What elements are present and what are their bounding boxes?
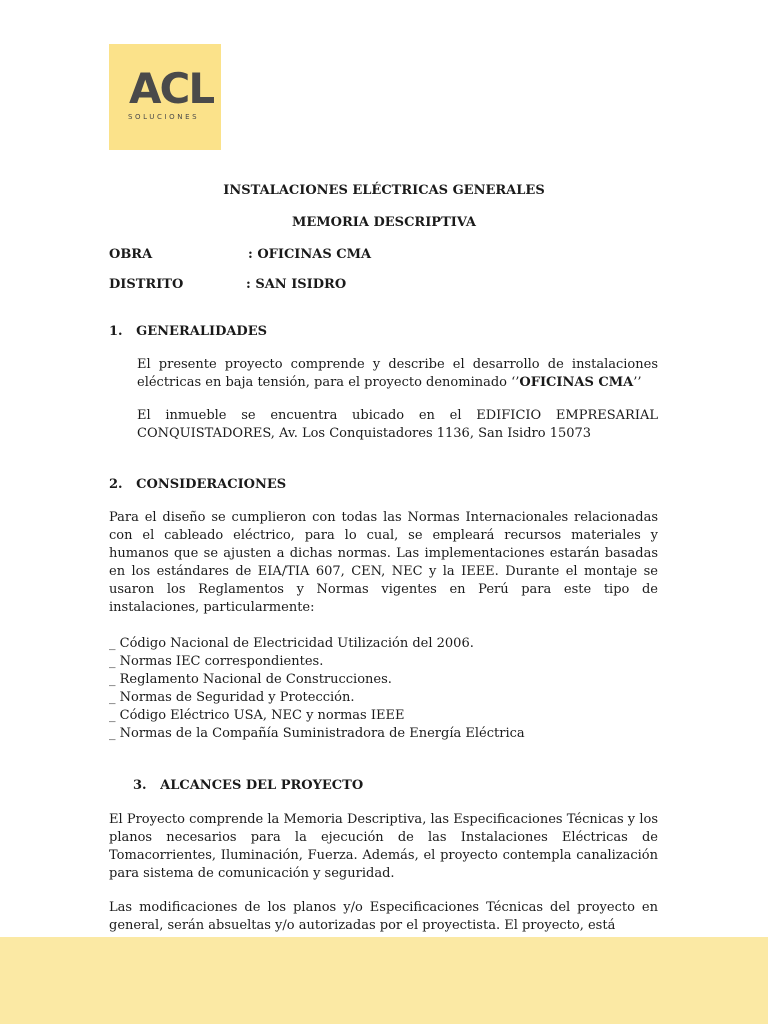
- obra-value: : OFICINAS CMA: [248, 247, 372, 262]
- section-1-paragraph-1: [137, 356, 658, 392]
- document-title: INSTALACIONES ELÉCTRICAS GENERALES: [223, 183, 545, 198]
- list-item: _ Reglamento Nacional de Construcciones.: [109, 672, 392, 687]
- closing-quote: ’’: [633, 375, 642, 390]
- obra-label: OBRA: [109, 247, 153, 262]
- section-3-paragraph-2: Las modificaciones de los planos y/o Especificaciones Técnicas del proyecto en general, serán absueltas y/o autorizadas por el proyectista. El proyecto, está: [109, 900, 658, 933]
- list-item: _ Normas IEC correspondientes.: [109, 654, 324, 669]
- logo-subtitle: SOLUCIONES: [128, 113, 200, 121]
- section-1-paragraph-2: El inmueble se encuentra ubicado en el EDIFICIO EMPRESARIAL CONQUISTADORES, Av. Los Conquistadores 1136, San Isidro 15073: [137, 408, 658, 441]
- list-item: _ Normas de Seguridad y Protección.: [109, 690, 355, 705]
- list-item: _ Código Nacional de Electricidad Utilización del 2006.: [109, 636, 474, 651]
- footer-band: [0, 937, 768, 1024]
- distrito-label: DISTRITO: [109, 277, 184, 292]
- distrito-value: : SAN ISIDRO: [246, 277, 347, 292]
- company-logo: [109, 44, 221, 150]
- list-item: _ Normas de la Compañía Suministradora de Energía Eléctrica: [109, 726, 525, 741]
- standards-list: [109, 635, 525, 743]
- logo-text: ACL: [129, 64, 214, 113]
- section-2-heading: 2. CONSIDERACIONES: [109, 477, 287, 492]
- paragraph-text: El presente proyecto comprende y describe el desarrollo de instalaciones eléctricas en baja tensión, para el proyecto denominado ‘’: [137, 357, 658, 390]
- section-3-paragraph-1: El Proyecto comprende la Memoria Descriptiva, las Especificaciones Técnicas y los planos necesarios para la ejecución de las Instalaciones Eléctricas de Tomacorrientes, Iluminación, Fuerza. Además, el proyecto contempla canalización para sistema de comunicación y seguridad.: [109, 812, 658, 881]
- project-name: OFICINAS CMA: [519, 375, 634, 390]
- section-3-heading: 3. ALCANCES DEL PROYECTO: [133, 778, 364, 793]
- section-2-paragraph: Para el diseño se cumplieron con todas las Normas Internacionales relacionadas con el cableado eléctrico, para lo cual, se empleará recursos materiales y humanos que se ajusten a dichas normas. Las implementaciones estarán basadas en los estándares de EIA/TIA 607, CEN, NEC y la IEEE. Durante el montaje se usaron los Reglamentos y Normas vigentes en Perú para este tipo de instalaciones, particularmente:: [109, 510, 658, 615]
- document-subtitle: MEMORIA DESCRIPTIVA: [291, 215, 476, 230]
- section-1-heading: 1. GENERALIDADES: [109, 324, 267, 339]
- list-item: _ Código Eléctrico USA, NEC y normas IEEE: [109, 708, 405, 723]
